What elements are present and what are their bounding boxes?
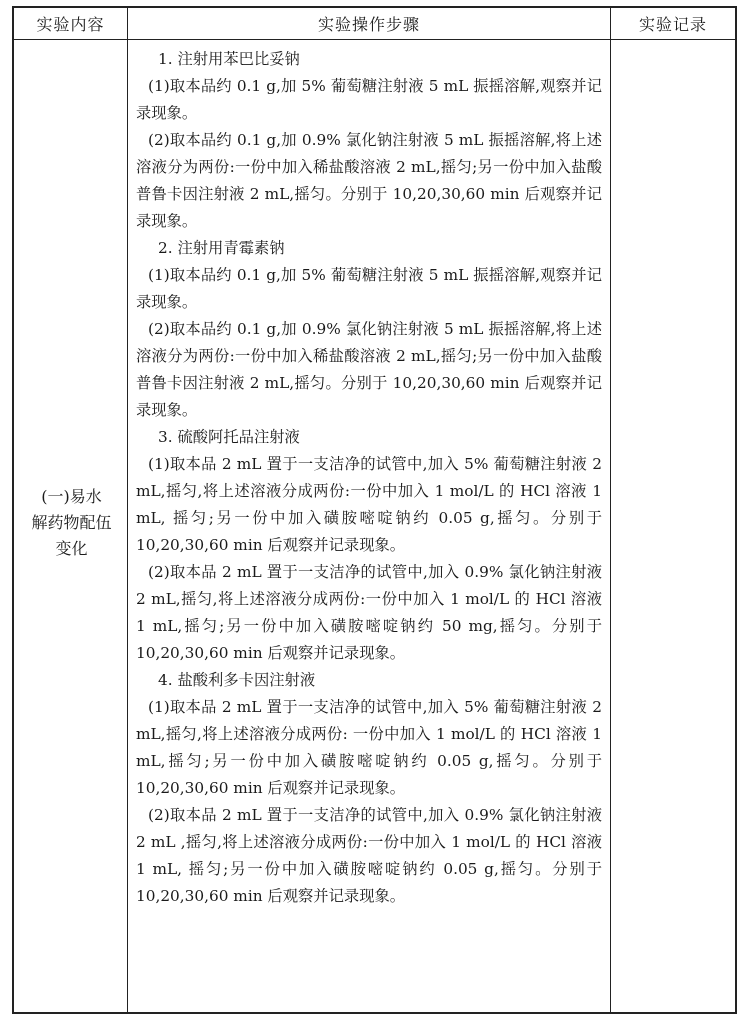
procedure-paragraph: (2)取本品 2 mL 置于一支洁净的试管中,加入 0.9% 氯化钠注射液 2 mL,摇匀,将上述溶液分成两份:一份中加入 1 mol/L 的 HCl 溶液 1 mL,摇匀;另一份中加入磺胺嘧啶钠约 50 mg,摇匀。分别于 10,20,30,60 min 后观察并记录现象。 [136,563,602,662]
experiment-table [12,6,737,1014]
content-label-line: 变化 [55,539,88,558]
procedure-paragraph: (2)取本品约 0.1 g,加 0.9% 氯化钠注射液 5 mL 振摇溶解,将上述溶液分为两份:一份中加入稀盐酸溶液 2 mL,摇匀;另一份中加入盐酸普鲁卡因注射液 2 mL,摇匀。分别于 10,20,30,60 min 后观察并记录现象。 [136,320,602,419]
content-label-line: 解药物配伍 [31,513,112,532]
procedure-paragraph: (1)取本品约 0.1 g,加 5% 葡萄糖注射液 5 mL 振摇溶解,观察并记录现象。 [136,77,602,122]
header-operation-steps: 实验操作步骤 [317,15,420,34]
procedure-paragraph: (1)取本品约 0.1 g,加 5% 葡萄糖注射液 5 mL 振摇溶解,观察并记录现象。 [136,266,602,311]
header-divider [14,39,735,40]
operation-steps-cell [136,46,602,910]
drug-heading: 1. 注射用苯巴比妥钠 [158,50,300,68]
experiment-record-cell [614,44,732,1004]
header-experiment-content: 实验内容 [36,15,105,34]
drug-heading: 3. 硫酸阿托品注射液 [158,428,300,446]
experiment-content-cell [14,484,129,562]
procedure-paragraph: (2)取本品约 0.1 g,加 0.9% 氯化钠注射液 5 mL 振摇溶解,将上述溶液分为两份:一份中加入稀盐酸溶液 2 mL,摇匀;另一份中加入盐酸普鲁卡因注射液 2 mL,摇匀。分别于 10,20,30,60 min 后观察并记录现象。 [136,131,602,230]
drug-heading: 2. 注射用青霉素钠 [158,239,285,257]
drug-heading: 4. 盐酸利多卡因注射液 [158,671,316,689]
content-label-line: (一)易水 [41,487,102,506]
column-divider [610,8,611,1012]
procedure-paragraph: (2)取本品 2 mL 置于一支洁净的试管中,加入 0.9% 氯化钠注射液 2 mL ,摇匀,将上述溶液分成两份:一份中加入 1 mol/L 的 HCl 溶液 1 mL, 摇匀;另一份中加入磺胺嘧啶钠约 0.05 g,摇匀。分别于 10,20,30,60 min 后观察并记录现象。 [136,806,602,905]
procedure-paragraph: (1)取本品 2 mL 置于一支洁净的试管中,加入 5% 葡萄糖注射液 2 mL,摇匀,将上述溶液分成两份: 一份中加入 1 mol/L 的 HCl 溶液 1 mL,摇匀;另一份中加入磺胺嘧啶钠约 0.05 g,摇匀。分别于 10,20,30,60 min 后观察并记录现象。 [136,698,602,797]
header-experiment-record: 实验记录 [638,15,707,34]
procedure-paragraph: (1)取本品 2 mL 置于一支洁净的试管中,加入 5% 葡萄糖注射液 2 mL,摇匀,将上述溶液分成两份:一份中加入 1 mol/L 的 HCl 溶液 1 mL, 摇匀;另一份中加入磺胺嘧啶钠约 0.05 g,摇匀。分别于 10,20,30,60 min 后观察并记录现象。 [136,455,602,554]
